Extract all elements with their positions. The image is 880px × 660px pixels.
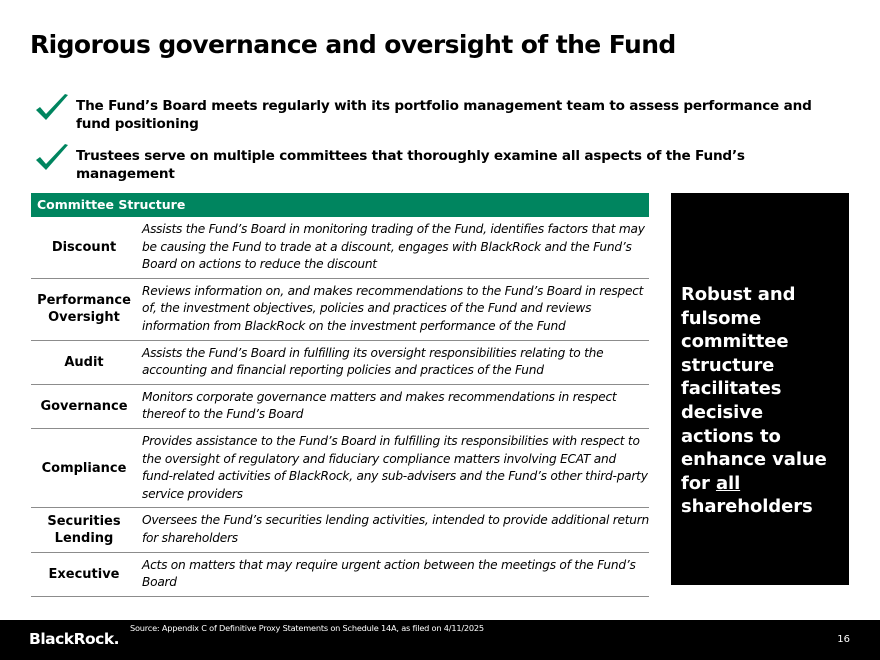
committee-description: Reviews information on, and makes recommendations to the Fund’s Board in respect of, the investment objectives, policies and practices of the Fund and reviews information from BlackRock on the investment performance of the Fund (142, 283, 644, 333)
highlight-text-underlined: all (715, 472, 741, 494)
table-row (31, 385, 649, 429)
bullet-item (34, 147, 834, 183)
highlight-text-main: Robust and fulsome committee structure facilitates decisive actions to enhance value for (681, 284, 827, 494)
committee-name: Discount (51, 239, 117, 255)
committee-description: Provides assistance to the Fund’s Board in fulfilling its responsibilities with respect to the oversight of regulatory and fiduciary compliance matters involving ECAT and fund-related activities of BlackRock, any sub-advisers and the Fund’s other third-party service providers (142, 433, 648, 501)
page-title: Rigorous governance and oversight of the Fund (30, 30, 676, 59)
committee-name: Compliance (41, 460, 127, 476)
check-icon (34, 93, 70, 123)
committee-description: Acts on matters that may require urgent action between the meetings of the Fund’s Board (142, 557, 636, 590)
committee-name: Audit (64, 354, 104, 370)
committee-description: Monitors corporate governance matters and makes recommendations in respect thereof to the Fund’s Board (142, 389, 617, 422)
table-row (31, 217, 649, 279)
table-row (31, 279, 649, 341)
footer (0, 620, 880, 660)
blackrock-logo: BlackRock. (29, 630, 120, 648)
committee-name: Executive (48, 566, 120, 582)
committee-name: Securities Lending (47, 513, 121, 546)
bullet-item (34, 97, 834, 133)
highlight-box (671, 193, 849, 585)
bullet-list (34, 97, 834, 197)
committee-description: Assists the Fund’s Board in monitoring trading of the Fund, identifies factors that may be causing the Fund to trade at a discount, engages with BlackRock and the Fund’s Board on actions to reduce the discount (142, 222, 645, 272)
table-row (31, 429, 649, 508)
bullet-text: Trustees serve on multiple committees that thoroughly examine all aspects of the Fund’s management (76, 148, 745, 182)
table-row (31, 341, 649, 385)
table-row (31, 553, 649, 597)
committee-name: Performance Oversight (37, 293, 131, 326)
source-note: Source: Appendix C of Definitive Proxy Statements on Schedule 14A, as filed on 4/11/2025 (130, 623, 484, 633)
committee-description: Assists the Fund’s Board in fulfilling its oversight responsibilities relating to the accounting and financial reporting policies and practices of the Fund (142, 345, 604, 378)
committee-table (31, 193, 649, 597)
page-number: 16 (837, 634, 850, 645)
check-icon (34, 143, 70, 173)
highlight-text (681, 283, 839, 519)
committee-name: Governance (40, 398, 128, 414)
highlight-text-end: shareholders (681, 496, 813, 518)
committee-description: Oversees the Fund’s securities lending activities, intended to provide additional return for shareholders (142, 513, 649, 545)
table-row (31, 508, 649, 552)
bullet-text: The Fund’s Board meets regularly with its portfolio management team to assess performance and fund positioning (76, 98, 812, 132)
table-header: Committee Structure (31, 193, 649, 217)
